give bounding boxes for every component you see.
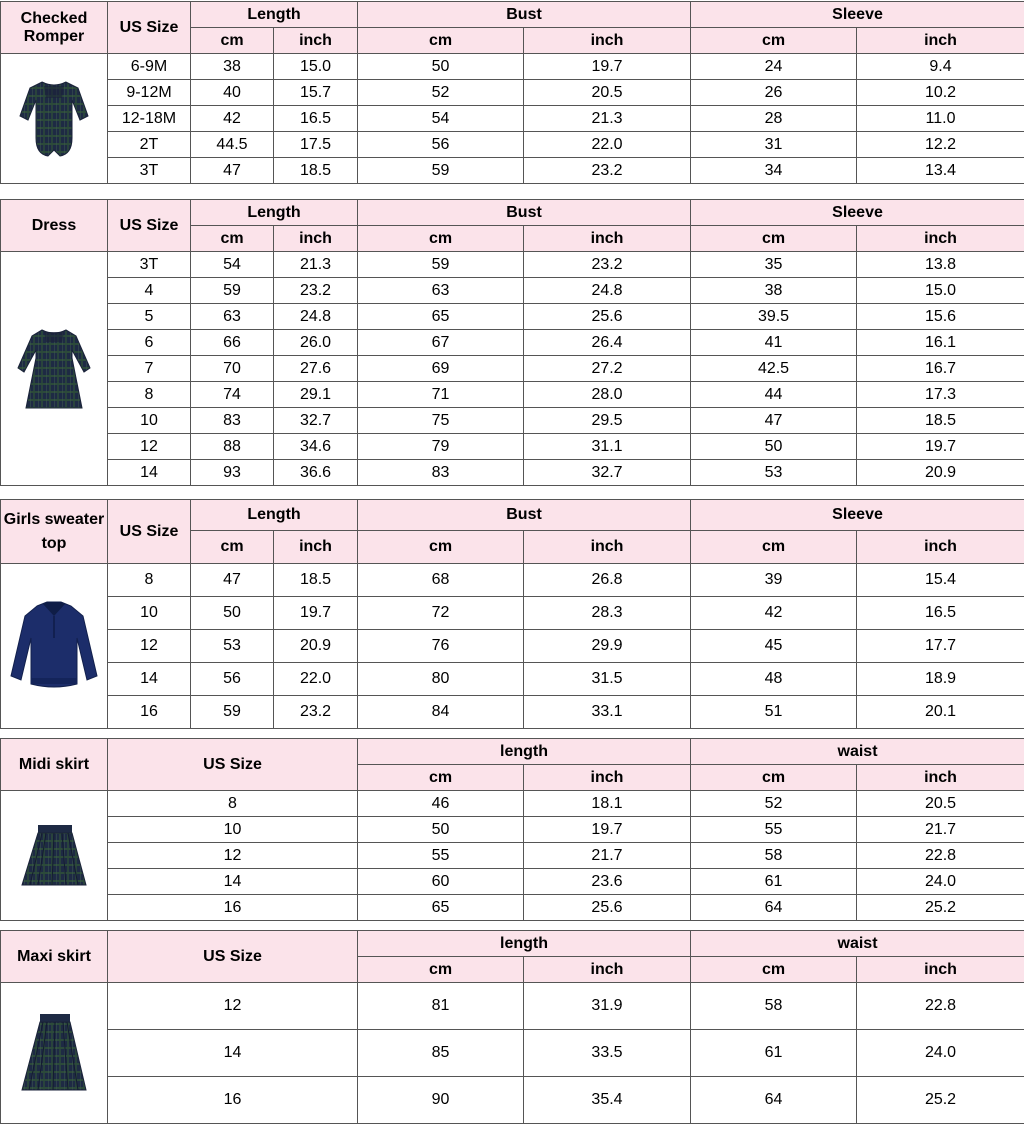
value-cell: 44	[691, 382, 857, 408]
value-cell: 21.7	[524, 843, 691, 869]
value-cell: 15.6	[857, 304, 1024, 330]
value-cell: 28	[691, 106, 857, 132]
value-cell: 60	[358, 869, 524, 895]
value-cell: 64	[691, 1077, 857, 1124]
value-cell: 42	[191, 106, 274, 132]
value-cell: 32.7	[274, 408, 358, 434]
value-cell: 59	[358, 158, 524, 184]
size-cell: 7	[108, 356, 191, 382]
length-header: Length	[191, 200, 358, 226]
value-cell: 65	[358, 895, 524, 921]
value-cell: 19.7	[524, 54, 691, 80]
unit-inch-header: inch	[857, 957, 1024, 983]
value-cell: 59	[358, 252, 524, 278]
value-cell: 23.2	[274, 278, 358, 304]
value-cell: 41	[691, 330, 857, 356]
length-header: Length	[191, 2, 358, 28]
size-cell: 14	[108, 663, 191, 696]
value-cell: 22.0	[274, 663, 358, 696]
product-image-cell	[1, 252, 108, 486]
value-cell: 34.6	[274, 434, 358, 460]
value-cell: 25.2	[857, 1077, 1024, 1124]
value-cell: 18.1	[524, 791, 691, 817]
unit-inch-header: inch	[274, 531, 358, 564]
value-cell: 29.9	[524, 630, 691, 663]
unit-inch-header: inch	[274, 226, 358, 252]
value-cell: 20.5	[857, 791, 1024, 817]
value-cell: 40	[191, 80, 274, 106]
value-cell: 26.4	[524, 330, 691, 356]
size-cell: 10	[108, 817, 358, 843]
size-cell: 8	[108, 564, 191, 597]
value-cell: 63	[191, 304, 274, 330]
value-cell: 84	[358, 696, 524, 729]
waist-header: waist	[691, 739, 1024, 765]
size-cell: 14	[108, 460, 191, 486]
unit-cm-header: cm	[358, 28, 524, 54]
unit-inch-header: inch	[524, 28, 691, 54]
value-cell: 64	[691, 895, 857, 921]
value-cell: 46	[358, 791, 524, 817]
value-cell: 83	[191, 408, 274, 434]
value-cell: 31.1	[524, 434, 691, 460]
value-cell: 31	[691, 132, 857, 158]
size-cell: 10	[108, 408, 191, 434]
size-cell: 2T	[108, 132, 191, 158]
size-cell: 12	[108, 983, 358, 1030]
size-cell: 12	[108, 434, 191, 460]
sweater-size-table	[0, 499, 1024, 729]
unit-cm-header: cm	[358, 957, 524, 983]
value-cell: 11.0	[857, 106, 1024, 132]
value-cell: 50	[358, 54, 524, 80]
unit-cm-header: cm	[358, 765, 524, 791]
value-cell: 19.7	[524, 817, 691, 843]
value-cell: 74	[191, 382, 274, 408]
value-cell: 39	[691, 564, 857, 597]
unit-cm-header: cm	[691, 957, 857, 983]
product-image-cell	[1, 791, 108, 921]
value-cell: 31.5	[524, 663, 691, 696]
length-header: length	[358, 931, 691, 957]
value-cell: 52	[358, 80, 524, 106]
value-cell: 22.0	[524, 132, 691, 158]
product-title: Midi skirt	[1, 739, 108, 791]
value-cell: 15.4	[857, 564, 1024, 597]
unit-inch-header: inch	[524, 226, 691, 252]
value-cell: 63	[358, 278, 524, 304]
value-cell: 20.9	[857, 460, 1024, 486]
size-cell: 8	[108, 791, 358, 817]
value-cell: 16.7	[857, 356, 1024, 382]
unit-cm-header: cm	[691, 226, 857, 252]
value-cell: 26	[691, 80, 857, 106]
unit-inch-header: inch	[524, 957, 691, 983]
value-cell: 28.0	[524, 382, 691, 408]
product-title: Maxi skirt	[1, 931, 108, 983]
value-cell: 47	[691, 408, 857, 434]
value-cell: 24.0	[857, 1030, 1024, 1077]
value-cell: 54	[358, 106, 524, 132]
value-cell: 16.5	[857, 597, 1024, 630]
value-cell: 35	[691, 252, 857, 278]
value-cell: 19.7	[857, 434, 1024, 460]
value-cell: 26.0	[274, 330, 358, 356]
value-cell: 34	[691, 158, 857, 184]
us-size-header: US Size	[108, 931, 358, 983]
size-cell: 16	[108, 696, 191, 729]
value-cell: 18.5	[857, 408, 1024, 434]
value-cell: 47	[191, 158, 274, 184]
value-cell: 50	[358, 817, 524, 843]
size-cell: 8	[108, 382, 191, 408]
value-cell: 12.2	[857, 132, 1024, 158]
size-cell: 12-18M	[108, 106, 191, 132]
value-cell: 33.5	[524, 1030, 691, 1077]
value-cell: 16.5	[274, 106, 358, 132]
value-cell: 56	[358, 132, 524, 158]
value-cell: 85	[358, 1030, 524, 1077]
value-cell: 36.6	[274, 460, 358, 486]
size-cell: 16	[108, 1077, 358, 1124]
value-cell: 35.4	[524, 1077, 691, 1124]
midi-skirt-size-table	[0, 738, 1024, 921]
value-cell: 27.6	[274, 356, 358, 382]
value-cell: 55	[691, 817, 857, 843]
us-size-header: US Size	[108, 200, 191, 252]
value-cell: 83	[358, 460, 524, 486]
value-cell: 79	[358, 434, 524, 460]
size-cell: 10	[108, 597, 191, 630]
value-cell: 50	[191, 597, 274, 630]
value-cell: 55	[358, 843, 524, 869]
plaid-dress-icon	[14, 324, 94, 414]
maxi-skirt-size-table	[0, 930, 1024, 1124]
value-cell: 81	[358, 983, 524, 1030]
value-cell: 25.6	[524, 895, 691, 921]
value-cell: 29.5	[524, 408, 691, 434]
value-cell: 13.8	[857, 252, 1024, 278]
value-cell: 29.1	[274, 382, 358, 408]
value-cell: 15.0	[274, 54, 358, 80]
unit-cm-header: cm	[191, 226, 274, 252]
size-cell: 9-12M	[108, 80, 191, 106]
unit-cm-header: cm	[691, 765, 857, 791]
value-cell: 25.6	[524, 304, 691, 330]
value-cell: 48	[691, 663, 857, 696]
unit-inch-header: inch	[857, 226, 1024, 252]
unit-inch-header: inch	[524, 531, 691, 564]
value-cell: 59	[191, 278, 274, 304]
value-cell: 59	[191, 696, 274, 729]
value-cell: 18.9	[857, 663, 1024, 696]
unit-cm-header: cm	[191, 28, 274, 54]
value-cell: 23.2	[274, 696, 358, 729]
value-cell: 93	[191, 460, 274, 486]
value-cell: 42	[691, 597, 857, 630]
unit-cm-header: cm	[691, 531, 857, 564]
bust-header: Bust	[358, 500, 691, 531]
bust-header: Bust	[358, 2, 691, 28]
length-header: length	[358, 739, 691, 765]
sleeve-header: Sleeve	[691, 500, 1024, 531]
value-cell: 23.2	[524, 158, 691, 184]
value-cell: 56	[191, 663, 274, 696]
value-cell: 22.8	[857, 843, 1024, 869]
value-cell: 45	[691, 630, 857, 663]
value-cell: 90	[358, 1077, 524, 1124]
product-title: Checked Romper	[1, 2, 108, 54]
us-size-header: US Size	[108, 2, 191, 54]
value-cell: 18.5	[274, 158, 358, 184]
size-cell: 4	[108, 278, 191, 304]
waist-header: waist	[691, 931, 1024, 957]
value-cell: 17.3	[857, 382, 1024, 408]
unit-inch-header: inch	[857, 28, 1024, 54]
size-cell: 3T	[108, 158, 191, 184]
value-cell: 31.9	[524, 983, 691, 1030]
value-cell: 61	[691, 1030, 857, 1077]
pleated-maxi-skirt-icon	[16, 1012, 92, 1094]
size-cell: 12	[108, 843, 358, 869]
value-cell: 39.5	[691, 304, 857, 330]
pleated-midi-skirt-icon	[16, 821, 92, 891]
unit-cm-header: cm	[358, 226, 524, 252]
product-title: Girls sweater top	[1, 500, 108, 564]
value-cell: 72	[358, 597, 524, 630]
value-cell: 33.1	[524, 696, 691, 729]
value-cell: 20.9	[274, 630, 358, 663]
value-cell: 66	[191, 330, 274, 356]
value-cell: 54	[191, 252, 274, 278]
value-cell: 76	[358, 630, 524, 663]
length-header: Length	[191, 500, 358, 531]
value-cell: 26.8	[524, 564, 691, 597]
value-cell: 24.0	[857, 869, 1024, 895]
value-cell: 27.2	[524, 356, 691, 382]
value-cell: 80	[358, 663, 524, 696]
size-cell: 14	[108, 1030, 358, 1077]
value-cell: 65	[358, 304, 524, 330]
sleeve-header: Sleeve	[691, 2, 1024, 28]
value-cell: 18.5	[274, 564, 358, 597]
unit-inch-header: inch	[857, 531, 1024, 564]
value-cell: 25.2	[857, 895, 1024, 921]
value-cell: 28.3	[524, 597, 691, 630]
value-cell: 70	[191, 356, 274, 382]
value-cell: 15.0	[857, 278, 1024, 304]
value-cell: 47	[191, 564, 274, 597]
navy-sweater-icon	[7, 598, 101, 694]
unit-cm-header: cm	[358, 531, 524, 564]
value-cell: 75	[358, 408, 524, 434]
value-cell: 10.2	[857, 80, 1024, 106]
plaid-romper-icon	[16, 76, 92, 162]
value-cell: 24.8	[274, 304, 358, 330]
value-cell: 53	[691, 460, 857, 486]
value-cell: 21.3	[274, 252, 358, 278]
value-cell: 44.5	[191, 132, 274, 158]
size-cell: 14	[108, 869, 358, 895]
value-cell: 17.5	[274, 132, 358, 158]
size-cell: 16	[108, 895, 358, 921]
value-cell: 13.4	[857, 158, 1024, 184]
us-size-header: US Size	[108, 739, 358, 791]
value-cell: 38	[691, 278, 857, 304]
value-cell: 71	[358, 382, 524, 408]
value-cell: 16.1	[857, 330, 1024, 356]
value-cell: 23.2	[524, 252, 691, 278]
unit-cm-header: cm	[191, 531, 274, 564]
size-cell: 6-9M	[108, 54, 191, 80]
bust-header: Bust	[358, 200, 691, 226]
size-cell: 6	[108, 330, 191, 356]
value-cell: 20.5	[524, 80, 691, 106]
value-cell: 61	[691, 869, 857, 895]
product-title: Dress	[1, 200, 108, 252]
value-cell: 24	[691, 54, 857, 80]
unit-cm-header: cm	[691, 28, 857, 54]
value-cell: 51	[691, 696, 857, 729]
value-cell: 50	[691, 434, 857, 460]
value-cell: 67	[358, 330, 524, 356]
romper-size-table	[0, 1, 1024, 184]
value-cell: 88	[191, 434, 274, 460]
value-cell: 58	[691, 843, 857, 869]
value-cell: 53	[191, 630, 274, 663]
product-image-cell	[1, 564, 108, 729]
value-cell: 52	[691, 791, 857, 817]
dress-size-table	[0, 199, 1024, 486]
product-image-cell	[1, 983, 108, 1124]
value-cell: 22.8	[857, 983, 1024, 1030]
value-cell: 23.6	[524, 869, 691, 895]
value-cell: 21.7	[857, 817, 1024, 843]
value-cell: 20.1	[857, 696, 1024, 729]
value-cell: 58	[691, 983, 857, 1030]
value-cell: 21.3	[524, 106, 691, 132]
size-cell: 12	[108, 630, 191, 663]
unit-inch-header: inch	[274, 28, 358, 54]
size-cell: 3T	[108, 252, 191, 278]
unit-inch-header: inch	[524, 765, 691, 791]
sleeve-header: Sleeve	[691, 200, 1024, 226]
value-cell: 17.7	[857, 630, 1024, 663]
value-cell: 24.8	[524, 278, 691, 304]
us-size-header: US Size	[108, 500, 191, 564]
value-cell: 38	[191, 54, 274, 80]
unit-inch-header: inch	[857, 765, 1024, 791]
value-cell: 19.7	[274, 597, 358, 630]
product-image-cell	[1, 54, 108, 184]
value-cell: 42.5	[691, 356, 857, 382]
value-cell: 32.7	[524, 460, 691, 486]
size-cell: 5	[108, 304, 191, 330]
value-cell: 9.4	[857, 54, 1024, 80]
value-cell: 69	[358, 356, 524, 382]
value-cell: 68	[358, 564, 524, 597]
value-cell: 15.7	[274, 80, 358, 106]
